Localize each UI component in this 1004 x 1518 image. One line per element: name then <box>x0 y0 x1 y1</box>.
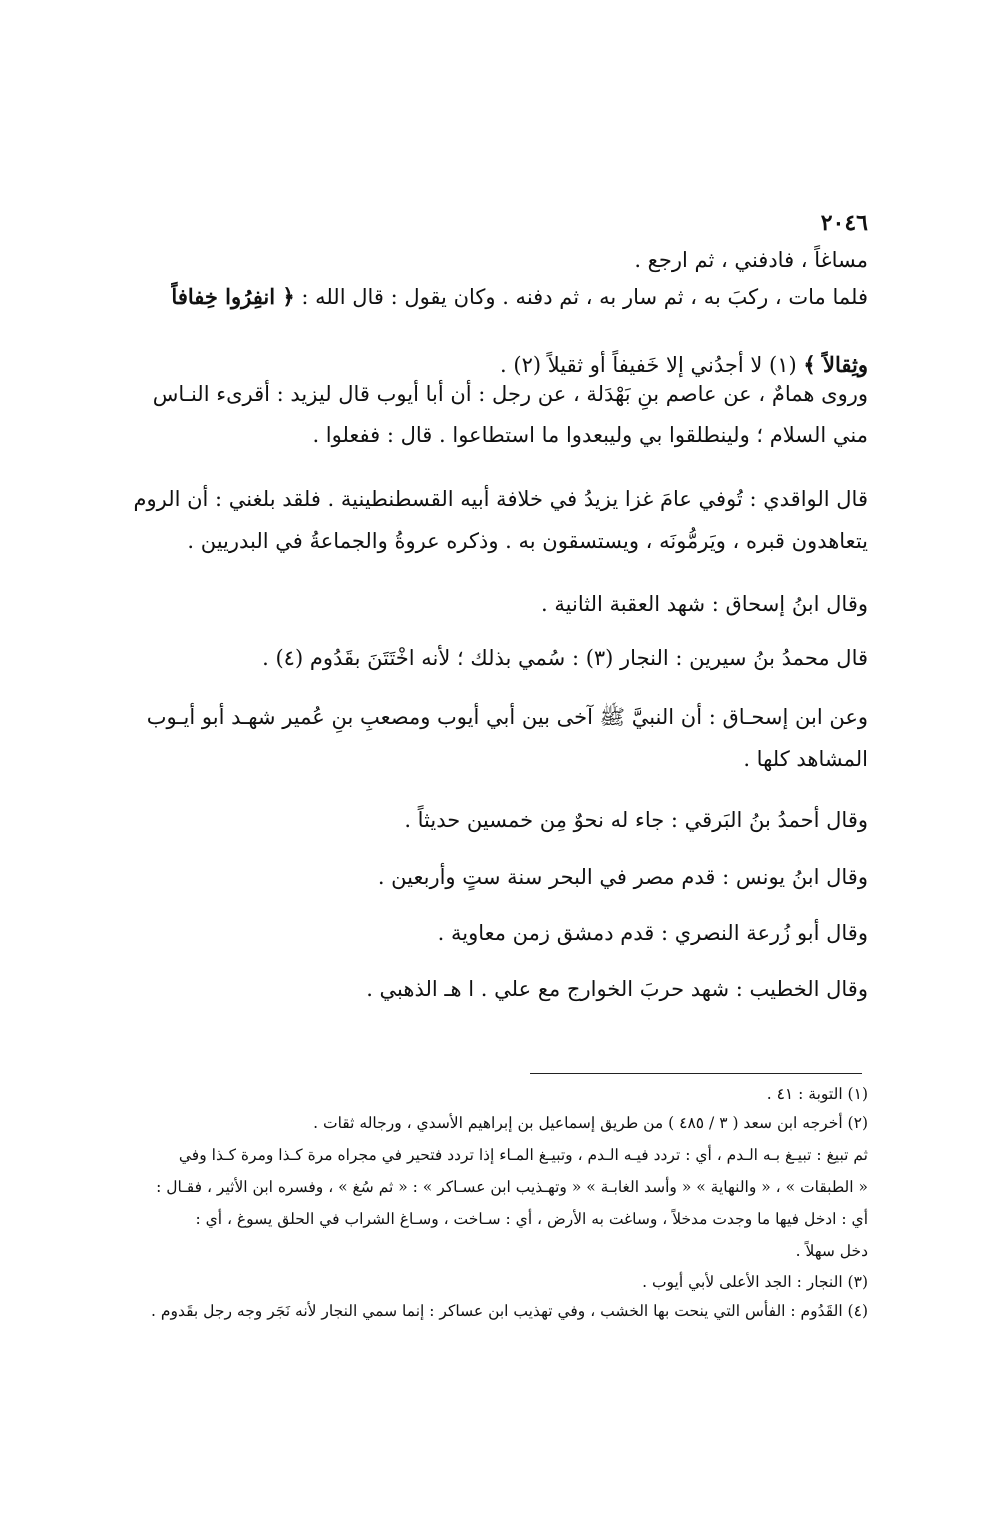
quran-verse-part-1: ﴿ انفِرُوا خِفافاً <box>171 284 295 309</box>
paragraph-4-line-1: قال الواقدي : تُوفي عامَ غزا يزيدُ في خلافة أبيه القسطنطينية . فلقد بلغني : أن الروم <box>133 487 868 511</box>
footnote-2-line-4: أي : ادخل فيها ما وجدت مدخلاً ، وساغت به الأرض ، أي : سـاخت ، وسـاغ الشراب في الحلق يسوغ ، أي : <box>195 1210 868 1228</box>
footnote-4: (٤) القَدُوم : الفأس التي ينحت بها الخشب ، وفي تهذيب ابن عساكر : إنما سمي النجار لأنه نَجَر وجه رجل بقَدوم . <box>151 1302 868 1320</box>
paragraph-2-text-b: (١) لا أجدُني إلا خَفيفاً أو ثقيلاً (٢) . <box>500 353 804 377</box>
paragraph-1-line-1: مساغاً ، فادفني ، ثم ارجع . <box>634 248 868 272</box>
paragraph-2-line-1 <box>138 284 868 309</box>
paragraph-11: وقال الخطيب : شهد حربَ الخوارج مع علي . ا هـ الذهبي . <box>366 977 868 1001</box>
paragraph-2-text-a: فلما مات ، ركبَ به ، ثم سار به ، ثم دفنه . وكان يقول : قال الله : <box>294 285 868 309</box>
footnote-2: (٢) أخرجه ابن سعد ( ٣ / ٤٨٥ ) من طريق إسماعيل بن إبراهيم الأسدي ، ورجاله ثقات . <box>313 1114 868 1132</box>
paragraph-5: وقال ابنُ إسحاق : شهد العقبة الثانية . <box>541 592 868 616</box>
footnote-divider <box>530 1073 862 1074</box>
paragraph-8: وقال أحمدُ بنُ البَرقي : جاء له نحوٌ مِن خمسين حديثاً . <box>404 808 868 832</box>
paragraph-2-line-2 <box>138 352 868 377</box>
paragraph-9: وقال ابنُ يونس : قدم مصر في البحر سنة ستٍ وأربعين . <box>377 865 868 889</box>
footnote-2-line-5: دخل سهلاً . <box>795 1242 868 1260</box>
paragraph-3-line-2: مني السلام ؛ ولينطلقوا بي وليبعدوا ما استطاعوا . قال : ففعلوا . <box>312 423 868 447</box>
paragraph-6: قال محمدُ بنُ سيرين : النجار (٣) : سُمي بذلك ؛ لأنه اخْتَتَنَ بقَدُوم (٤) . <box>262 646 868 670</box>
footnote-2-line-3: « الطبقات » ، « والنهاية » « وأسد الغابـة » « وتهـذيب ابن عسـاكر » : « ثم سُغ » ، وفسره ابن الأثير ، فقـال : <box>156 1178 868 1196</box>
footnote-2-line-2: ثم تبيغ : تبيـغ بـه الـدم ، أي : تردد فيـه الـدم ، وتبيـغ المـاء إذا تردد فتحير في مجراه مرة كـذا ومرة كـذا وفي <box>178 1146 868 1164</box>
quran-verse-part-2: وثِقالاً ﴾ <box>803 352 868 377</box>
paragraph-3-line-1: وروى همامٌ ، عن عاصم بنِ بَهْدَلة ، عن رجل : أن أبا أيوب قال ليزيد : أقرىء النـاس <box>152 382 868 406</box>
footnote-3: (٣) النجار : الجد الأعلى لأبي أيوب . <box>642 1273 868 1291</box>
footnote-1: (١) التوبة : ٤١ . <box>766 1085 868 1103</box>
page-number: ٢٠٤٦ <box>820 210 868 236</box>
paragraph-7-line-2: المشاهد كلها . <box>743 747 868 771</box>
paragraph-7-line-1: وعن ابن إسحـاق : أن النبيَّ ﷺ آخى بين أبي أيوب ومصعبِ بنِ عُمير شهـد أبو أيـوب <box>146 705 868 729</box>
paragraph-10: وقال أبو زُرعة النصري : قدم دمشق زمن معاوية . <box>437 921 868 945</box>
paragraph-4-line-2: يتعاهدون قبره ، ويَرمُّونَه ، ويستسقون به . وذكره عروةُ والجماعةُ في البدريين . <box>187 529 868 553</box>
